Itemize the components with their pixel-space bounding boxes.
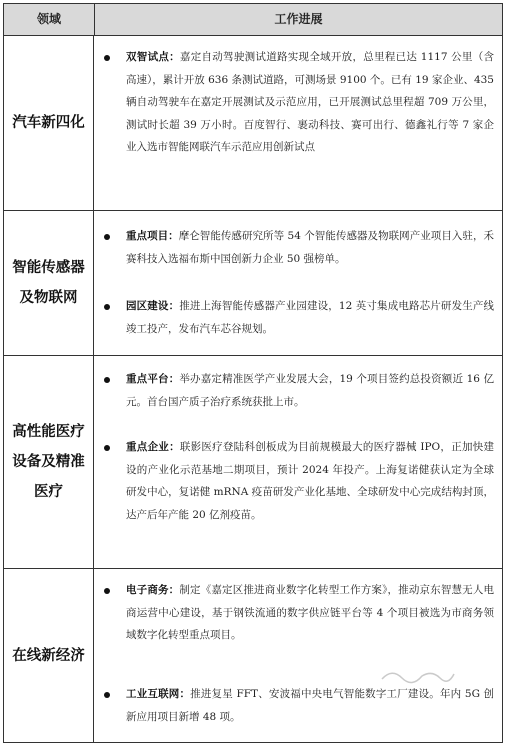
item-body: 摩仑智能传感研究所等 54 个智能传感器及物联网产业项目入驻，禾赛科技入选福布斯中国创新力企业 50 强榜单。 xyxy=(126,230,494,265)
category-line: 在线新经济 xyxy=(12,647,85,664)
row-content xyxy=(95,36,502,210)
category-line: 设备及精准 xyxy=(12,454,85,470)
row-category xyxy=(4,36,94,210)
category-line: 高性能医疗 xyxy=(12,424,85,440)
item-title: 重点平台： xyxy=(126,373,180,385)
row-content xyxy=(95,211,502,355)
item-body: 联影医疗登陆科创板成为目前规模最大的医疗器械 IPO，正加快建设的产业化示范基地二期项目，预计 2024 年投产。上海复诺健获认定为全球研发中心，复诺健 mRNA 疫苗研发产业化基地、全球研发中心完成结构封顶，达产后年产能 20 亿剂疫苗。 xyxy=(126,441,494,521)
item-text xyxy=(126,46,494,159)
row-category xyxy=(4,569,94,742)
bullet-icon xyxy=(104,234,110,240)
item-text xyxy=(126,368,494,413)
table-row xyxy=(4,569,502,742)
list-item xyxy=(95,46,502,206)
table-row xyxy=(4,211,502,356)
item-title: 园区建设： xyxy=(126,300,180,312)
category-line: 汽车新四化 xyxy=(12,115,85,131)
bullet-icon xyxy=(104,377,110,383)
item-text xyxy=(126,225,494,270)
row-category xyxy=(4,211,94,355)
progress-table xyxy=(3,3,503,743)
header-domain: 领域 xyxy=(4,4,95,35)
item-text xyxy=(126,436,494,526)
bullet-icon xyxy=(104,692,110,698)
table-row xyxy=(4,356,502,569)
category-line: 及物联网 xyxy=(19,290,78,306)
item-body: 举办嘉定精准医学产业发展大会，19 个项目签约总投资额近 16 亿元。首台国产质子治疗系统获批上市。 xyxy=(126,373,495,408)
item-text xyxy=(126,683,494,728)
item-title: 重点企业： xyxy=(126,441,180,453)
row-content xyxy=(95,569,502,742)
header-progress: 工作进展 xyxy=(274,12,323,26)
bullet-icon xyxy=(104,304,110,310)
category-line: 医疗 xyxy=(34,484,63,500)
item-title: 双智试点： xyxy=(126,51,180,63)
table-row xyxy=(4,36,502,211)
item-title: 电子商务： xyxy=(126,584,180,596)
category-line: 智能传感器 xyxy=(12,260,85,276)
item-body: 嘉定自动驾驶测试道路实现全域开放，总里程已达 1117 公里（含高速），累计开放 636 条测试道路，可测场景 9100 个。已有 19 家企业、435 辆自动驾驶车在嘉定开展测试及示范应用，已开展测试总里程超 709 万公里，测试时长超 39 万小时。百度智行、裹动科技、赛可出行、德鑫礼行等 7 家企业入选市智能网联汽车示范应用创新试点 xyxy=(126,51,494,153)
item-body: 推进复星 FFT、安波福中央电气智能数字工厂建设。年内 5G 创新应用项目新增 48 项。 xyxy=(126,688,495,723)
item-text xyxy=(126,295,494,340)
item-title: 工业互联网： xyxy=(126,688,191,700)
item-body: 制定《嘉定区推进商业数字化转型工作方案》，推动京东智慧无人电商运营中心建设，基于钢铁流通的数字供应链平台等 4 个项目被选为市商务领域数字化转型重点项目。 xyxy=(126,584,495,641)
item-title: 重点项目： xyxy=(126,230,179,242)
row-category xyxy=(4,356,94,568)
table-header xyxy=(4,4,502,36)
item-text xyxy=(126,579,494,647)
bullet-icon xyxy=(104,445,110,451)
row-content xyxy=(95,356,502,568)
bullet-icon xyxy=(104,55,110,61)
item-body: 推进上海智能传感器产业园建设，12 英寸集成电路芯片研发生产线竣工投产，发布汽车芯谷规划。 xyxy=(126,300,495,335)
bullet-icon xyxy=(104,588,110,594)
